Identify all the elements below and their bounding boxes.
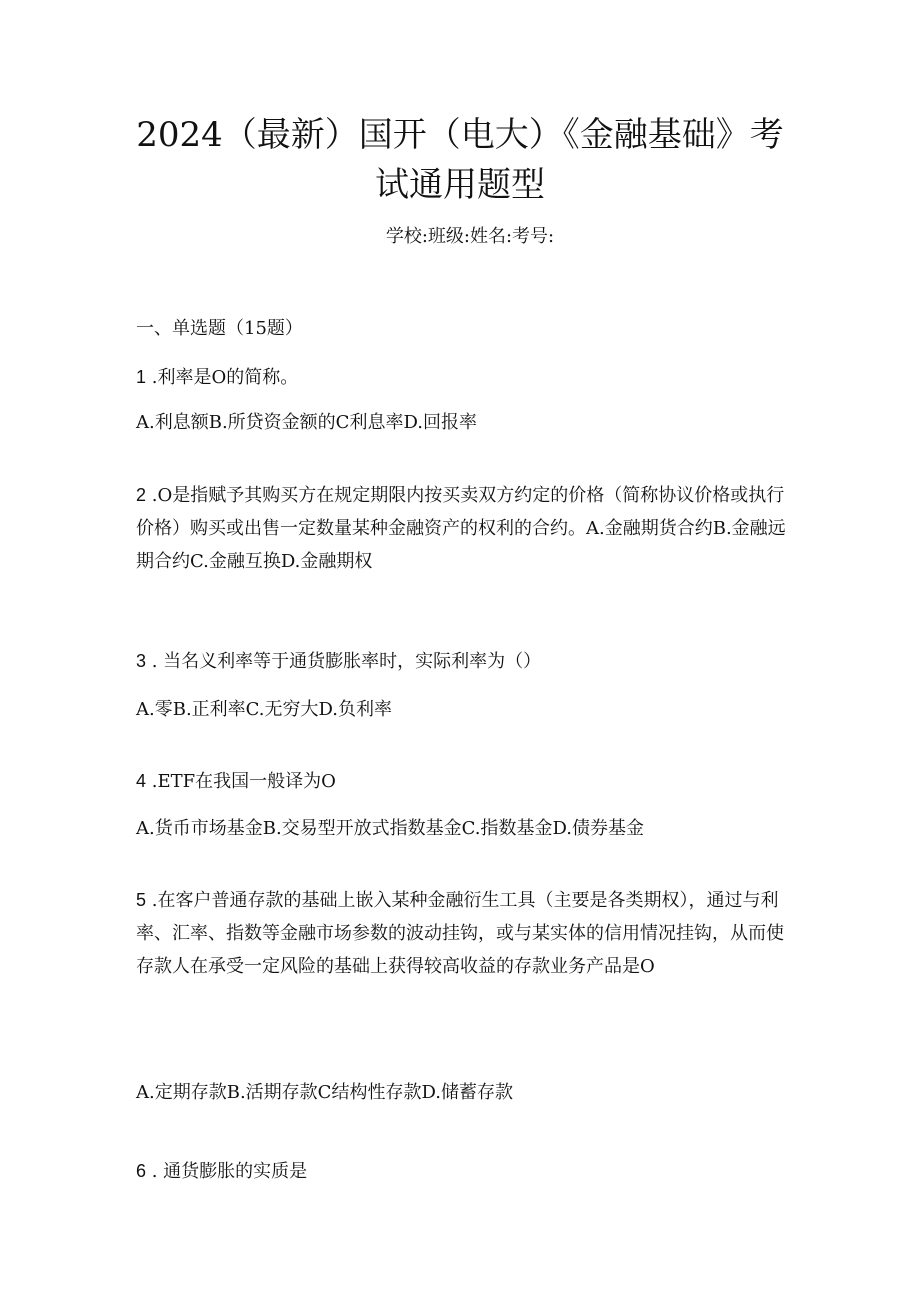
- question-stem: .O是指赋予其购买方在规定期限内按买卖双方约定的价格（简称协议价格或执行价格）购买或出售一定数量某种金融资产的权利的合约。A.金融期货合约B.金融远期合约C.金融互换D.金融期权: [136, 485, 786, 572]
- question-3: [136, 646, 786, 677]
- question-2: [136, 479, 786, 578]
- question-number: 5: [136, 890, 147, 910]
- question-number: 3: [136, 651, 147, 671]
- question-number: 4: [136, 771, 147, 791]
- question-4-options: A.货币市场基金B.交易型开放式指数基金C.指数基金D.债券基金: [136, 818, 645, 839]
- question-3-options: A.零B.正利率C.无穷大D.负利率: [136, 699, 393, 720]
- document-title: 2024（最新）国开（电大）《金融基础》考试通用题型: [136, 115, 784, 205]
- question-4: [136, 766, 786, 797]
- question-stem: . 通货膨胀的实质是: [146, 1161, 308, 1182]
- question-stem: .利率是O的简称。: [146, 367, 299, 388]
- question-number: 6: [136, 1161, 147, 1181]
- question-1: [136, 362, 786, 393]
- question-stem: .ETF在我国一般译为O: [146, 771, 336, 792]
- question-5-options: A.定期存款B.活期存款C结构性存款D.储蓄存款: [136, 1082, 513, 1103]
- question-stem: .在客户普通存款的基础上嵌入某种金融衍生工具（主要是各类期权），通过与利率、汇率、指数等金融市场参数的波动挂钩，或与某实体的信用情况挂钩，从而使存款人在承受一定风险的基础上获得较高收益的存款业务产品是O: [136, 890, 784, 977]
- question-stem: . 当名义利率等于通货膨胀率时，实际利率为（）: [146, 651, 542, 672]
- section-heading: 一、单选题（15题）: [136, 318, 303, 339]
- question-6: [136, 1156, 786, 1187]
- question-1-options: A.利息额B.所贷资金额的C利息率D.回报率: [136, 412, 477, 433]
- question-5: [136, 884, 786, 983]
- question-number: 2: [136, 485, 147, 505]
- student-info-line: 学校:班级:姓名:考号:: [385, 226, 555, 247]
- question-number: 1: [136, 367, 147, 387]
